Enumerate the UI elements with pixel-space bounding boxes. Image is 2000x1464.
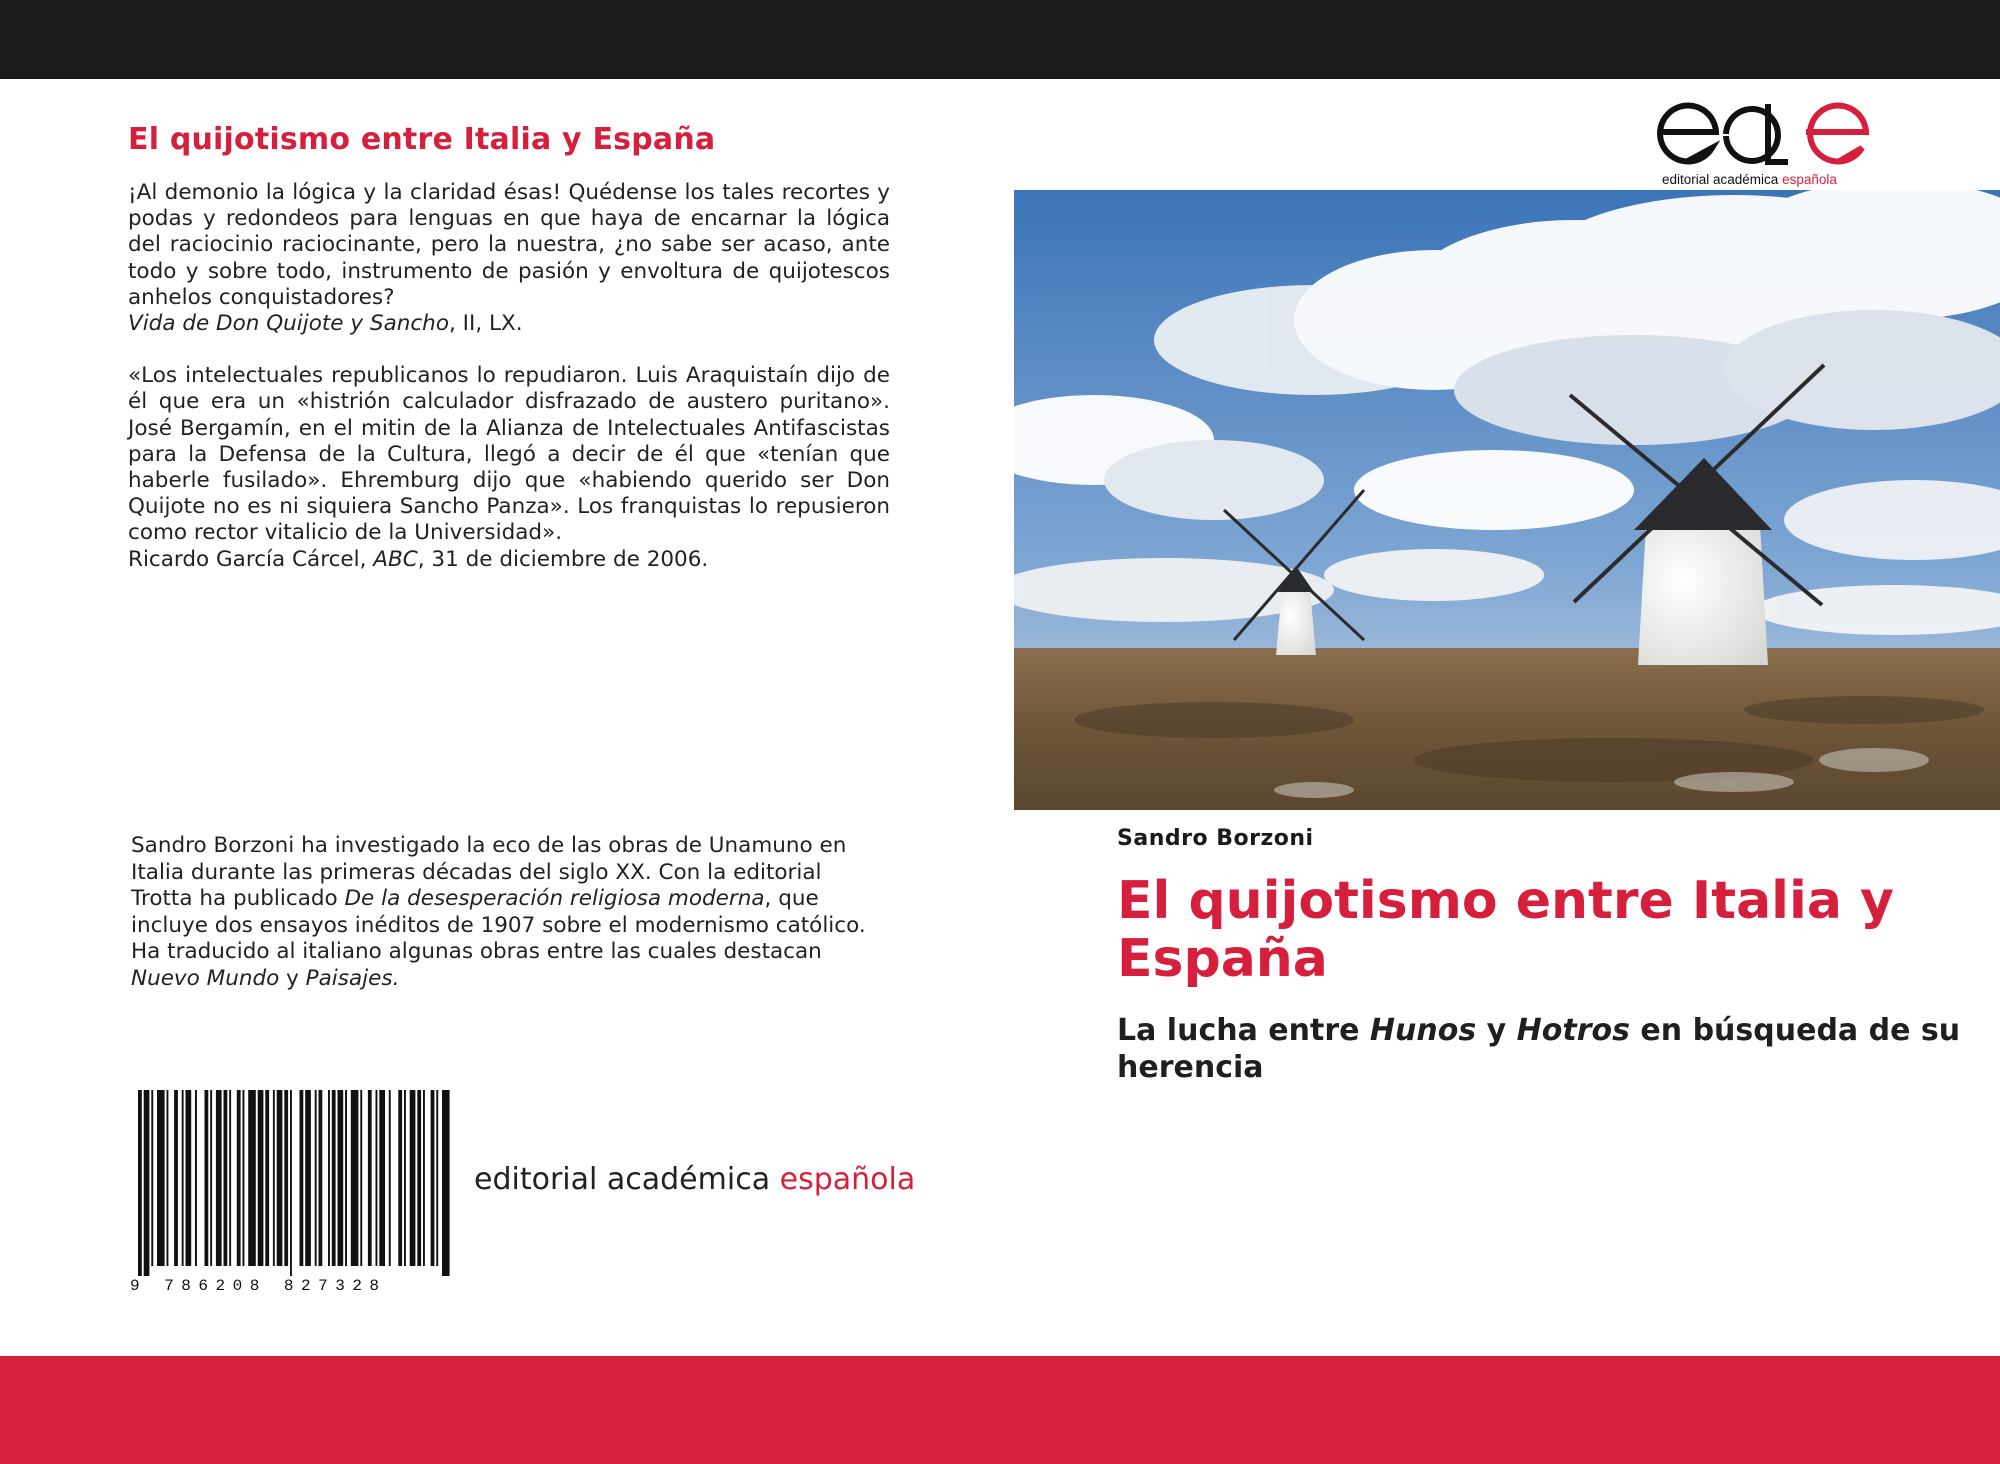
bio-book-title: Paisajes. [305,965,400,991]
barcode-bar [379,1090,385,1266]
barcode-bar [319,1090,323,1266]
book-title: El quijotismo entre Italia y España [1117,871,1894,989]
barcode-bar [248,1090,256,1266]
source-author: Ricardo García Cárcel, [128,546,374,572]
author-name: Sandro Borzoni [1117,826,1314,851]
barcode-bar [332,1090,336,1266]
barcode-bar [182,1090,184,1266]
barcode-bar [144,1090,150,1276]
unamuno-quote: ¡Al demonio la lógica y la claridad ésas! Quédense los tales recortes y podas y redondeos para lenguas en que haya de encarnar la lógica del raciocinio raciocinante, pero la nuestra, ¿no sabe ser acaso, ante todo y sobre todo, instrumento de pasión y envoltura de quijotescos anhelos conquistadores? [128,180,890,310]
barcode-bar [389,1090,391,1266]
bottom-band [0,1356,2000,1464]
bio-book-title: Nuevo Mundo [131,965,280,991]
barcode-bar [351,1090,359,1266]
barcode-bar [417,1090,421,1266]
barcode-bar [138,1090,142,1276]
imprint-text-red: española [779,1162,916,1197]
barcode-bar [277,1090,283,1266]
barcode-bar [404,1090,406,1266]
barcode-bar [410,1090,416,1266]
barcode-bar [284,1090,288,1266]
source-book-title: Vida de Don Quijote y Sancho [128,311,449,337]
back-cover-quotes [128,180,890,573]
isbn-barcode [128,1090,458,1295]
publisher-logo [1656,96,1882,190]
barcode-bar [210,1090,212,1266]
bio-book-title: De la desesperación religiosa moderna [344,886,765,912]
barcode-bar [216,1090,222,1266]
barcode-bar [368,1090,372,1266]
bio-text: y [279,965,306,991]
barcode-bar [360,1090,362,1266]
publisher-imprint [474,1162,915,1197]
barcode-bar [290,1090,292,1276]
subtitle-text: en búsqueda de su herencia [1117,1013,1961,1085]
unamuno-quote-source [128,311,890,337]
bio-text: Sandro Borzoni ha investigado la eco de las obras de Unamuno en Italia durante las primeras décadas del siglo XX. Con la editorial Trotta ha publicado [131,833,854,912]
barcode-bar [157,1090,165,1266]
barcode-bar [273,1090,275,1266]
logo-letter-e-red [1806,106,1866,162]
subtitle-italic-hotros: Hotros [1516,1013,1630,1048]
barcode-bar [431,1090,435,1266]
source-publication: ABC [373,546,418,572]
bio-text: , que incluye dos ensayos inéditos de 1907 sobre el modernismo católico. Ha traducido al italiano algunas obras entre las cuales destacan [131,886,873,965]
logo-letter-a [1726,104,1788,162]
barcode-bar [265,1090,269,1266]
barcode-bar [338,1090,344,1266]
source-location: , II, LX. [448,311,523,337]
logo-letter-e [1660,106,1716,162]
barcode-bar [237,1090,241,1266]
barcode-bar [328,1090,330,1266]
barcode-bar [186,1090,192,1266]
top-band [0,0,2000,79]
barcode-bar [224,1090,228,1266]
barcode-bar [195,1090,197,1266]
barcode-bar [229,1090,231,1266]
imprint-text: editorial académica [474,1162,780,1197]
barcode-bar [423,1090,425,1266]
barcode-bar [167,1090,169,1266]
barcode-bar [305,1090,311,1266]
press-quote: «Los intelectuales republicanos lo repudiaron. Luis Araquistaín dijo de él que era un «histrión calculador disfrazado de austero puritano». José Bergamín, en el mitin de la Alianza de Intelectuales Antifascistas para la Defensa de la Cultura, llegó a decir de él que «tenían que haberle fusilado». Ehremburg dijo que «habiendo querido ser Don Quijote no es ni siquiera Sancho Panza». Los franquistas lo repusieron como rector vitalicio de la Universidad». [128,363,890,546]
barcode-bar [205,1090,209,1266]
barcode-bar [436,1090,438,1266]
barcode-bar [315,1090,317,1266]
press-quote-source [128,547,890,573]
barcode-bar [345,1090,347,1266]
subtitle-text: La lucha entre [1117,1013,1370,1048]
subtitle-text: y [1476,1013,1517,1048]
barcode-bar [300,1090,304,1266]
book-subtitle [1117,1012,1977,1086]
source-date: , 31 de diciembre de 2006. [417,546,709,572]
author-bio [131,833,871,993]
back-cover-title: El quijotismo entre Italia y España [128,122,716,157]
cover-photo-windmills [1014,190,2000,810]
barcode-bar [174,1090,178,1266]
barcode-bar [376,1090,378,1266]
barcode-bar [151,1090,153,1266]
barcode-bar [398,1090,402,1266]
subtitle-italic-hunos: Hunos [1369,1013,1477,1048]
barcode-bar [243,1090,245,1266]
isbn-number: 9 786208 827328 [130,1277,387,1295]
logo-caption: editorial académica española [1662,172,1837,187]
barcode-bar [442,1090,450,1276]
barcode-bar [258,1090,264,1266]
